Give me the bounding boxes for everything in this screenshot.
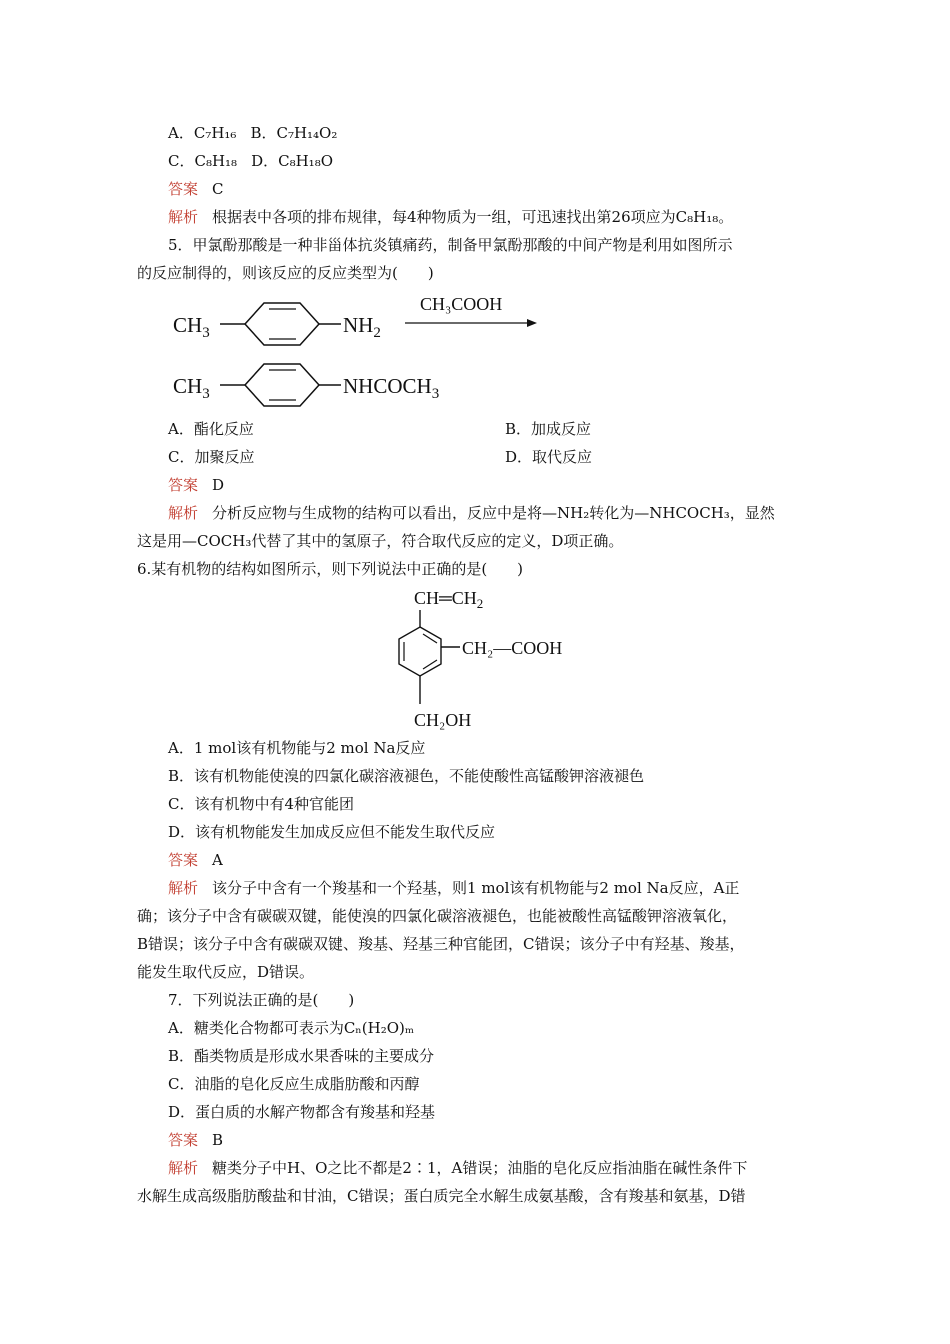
- q5-analysis-line2: 这是用—COCH₃代替了其中的氢原子，符合取代反应的定义，D项正确。: [137, 532, 624, 550]
- q5-stem-line1: 5．甲氯酚那酸是一种非甾体抗炎镇痛药，制备甲氯酚那酸的中间产物是利用如图所示: [168, 236, 733, 254]
- answer-label: 答案: [168, 476, 199, 494]
- reagent-label: CH₃COOH: [420, 294, 503, 314]
- q4-option-c: C．C₈H₁₈: [168, 152, 238, 170]
- analysis-text: 糖类分子中H、O之比不都是2∶1，A错误；油脂的皂化反应指油脂在碱性条件下: [212, 1159, 748, 1177]
- product-amide: $NHCOCH_3$: [343, 374, 440, 402]
- q4-answer: [168, 179, 224, 199]
- q7-answer: [168, 1130, 223, 1150]
- product-methyl: $CH_3$: [173, 374, 210, 402]
- benzene-ring: [399, 627, 441, 676]
- q7-stem: 7．下列说法正确的是( ): [168, 991, 355, 1009]
- hydroxymethyl-group: CH₂OH: [414, 710, 472, 730]
- answer-value: D: [212, 476, 225, 494]
- q6-analysis-line1: [168, 878, 739, 898]
- q5-reaction-diagram: [165, 288, 565, 410]
- q7-option-d: D．蛋白质的水解产物都含有羧基和羟基: [168, 1103, 436, 1121]
- answer-value: A: [212, 851, 223, 869]
- answer-label: 答案: [168, 1131, 199, 1149]
- q6-analysis-line4: 能发生取代反应，D错误。: [137, 963, 315, 981]
- answer-label: 答案: [168, 180, 199, 198]
- q4-analysis: [168, 207, 733, 227]
- q4-option-a: A．C₇H₁₆: [168, 124, 237, 142]
- q6-answer: [168, 850, 223, 870]
- q4-option-d: D．C₈H₁₈O: [251, 152, 333, 170]
- q6-option-b: B．该有机物能使溴的四氯化碳溶液褪色，不能使酸性高锰酸钾溶液褪色: [168, 767, 645, 785]
- analysis-label: 解析: [168, 504, 199, 522]
- analysis-text: 分析反应物与生成物的结构可以看出，反应中是将—NH₂转化为—NHCOCH₃，显然: [212, 504, 775, 522]
- analysis-label: 解析: [168, 879, 199, 897]
- q5-option-b: B．加成反应: [505, 420, 592, 438]
- reactant-amino: $NH_2$: [343, 313, 381, 341]
- analysis-label: 解析: [168, 208, 199, 226]
- reactant-methyl: $CH_3$: [173, 313, 210, 341]
- q7-option-c: C．油脂的皂化反应生成脂肪酸和丙醇: [168, 1075, 420, 1093]
- vinyl-group: $CH═CH_2$: [414, 588, 484, 611]
- q6-structure-diagram: [390, 582, 590, 734]
- analysis-label: 解析: [168, 1159, 199, 1177]
- q7-analysis-line2: 水解生成高级脂肪酸盐和甘油，C错误；蛋白质完全水解生成氨基酸，含有羧基和氨基，D错: [137, 1187, 746, 1205]
- answer-value: B: [212, 1131, 224, 1149]
- q6-option-c: C．该有机物中有4种官能团: [168, 795, 355, 813]
- q5-answer: [168, 475, 224, 495]
- q6-analysis-line3: B错误；该分子中含有碳碳双键、羧基、羟基三种官能团，C错误；该分子中有羟基、羧基，: [137, 935, 745, 953]
- analysis-text: 该分子中含有一个羧基和一个羟基，则1 mol该有机物能与2 mol Na反应，A正: [212, 879, 740, 897]
- q7-analysis-line1: [168, 1158, 747, 1178]
- q5-option-a: A．酯化反应: [168, 420, 254, 438]
- q5-analysis-line1: [168, 503, 775, 523]
- q7-option-b: B．酯类物质是形成水果香味的主要成分: [168, 1047, 435, 1065]
- q4-options-row1: [168, 123, 337, 143]
- q4-options-row2: [168, 151, 333, 171]
- q4-option-b: B．C₇H₁₄O₂: [250, 124, 338, 142]
- analysis-text: 根据表中各项的排布规律，每4种物质为一组，可迅速找出第26项应为C₈H₁₈。: [212, 208, 734, 226]
- answer-value: C: [212, 180, 224, 198]
- q6-option-a: A．1 mol该有机物能与2 mol Na反应: [168, 739, 426, 757]
- q5-stem-line2: 的反应制得的，则该反应的反应类型为( ): [137, 264, 434, 282]
- carboxymethyl-group: CH₂—COOH: [462, 638, 563, 658]
- answer-label: 答案: [168, 851, 199, 869]
- q7-option-a: A．糖类化合物都可表示为Cₙ(H₂O)ₘ: [168, 1019, 415, 1037]
- q6-option-d: D．该有机物能发生加成反应但不能发生取代反应: [168, 823, 496, 841]
- q5-option-d: D．取代反应: [505, 448, 593, 466]
- q6-analysis-line2: 确；该分子中含有碳碳双键，能使溴的四氯化碳溶液褪色，也能被酸性高锰酸钾溶液氧化，: [137, 907, 738, 925]
- q6-stem: 6.某有机物的结构如图所示，则下列说法中正确的是( ): [137, 560, 524, 578]
- q5-option-c: C．加聚反应: [168, 448, 255, 466]
